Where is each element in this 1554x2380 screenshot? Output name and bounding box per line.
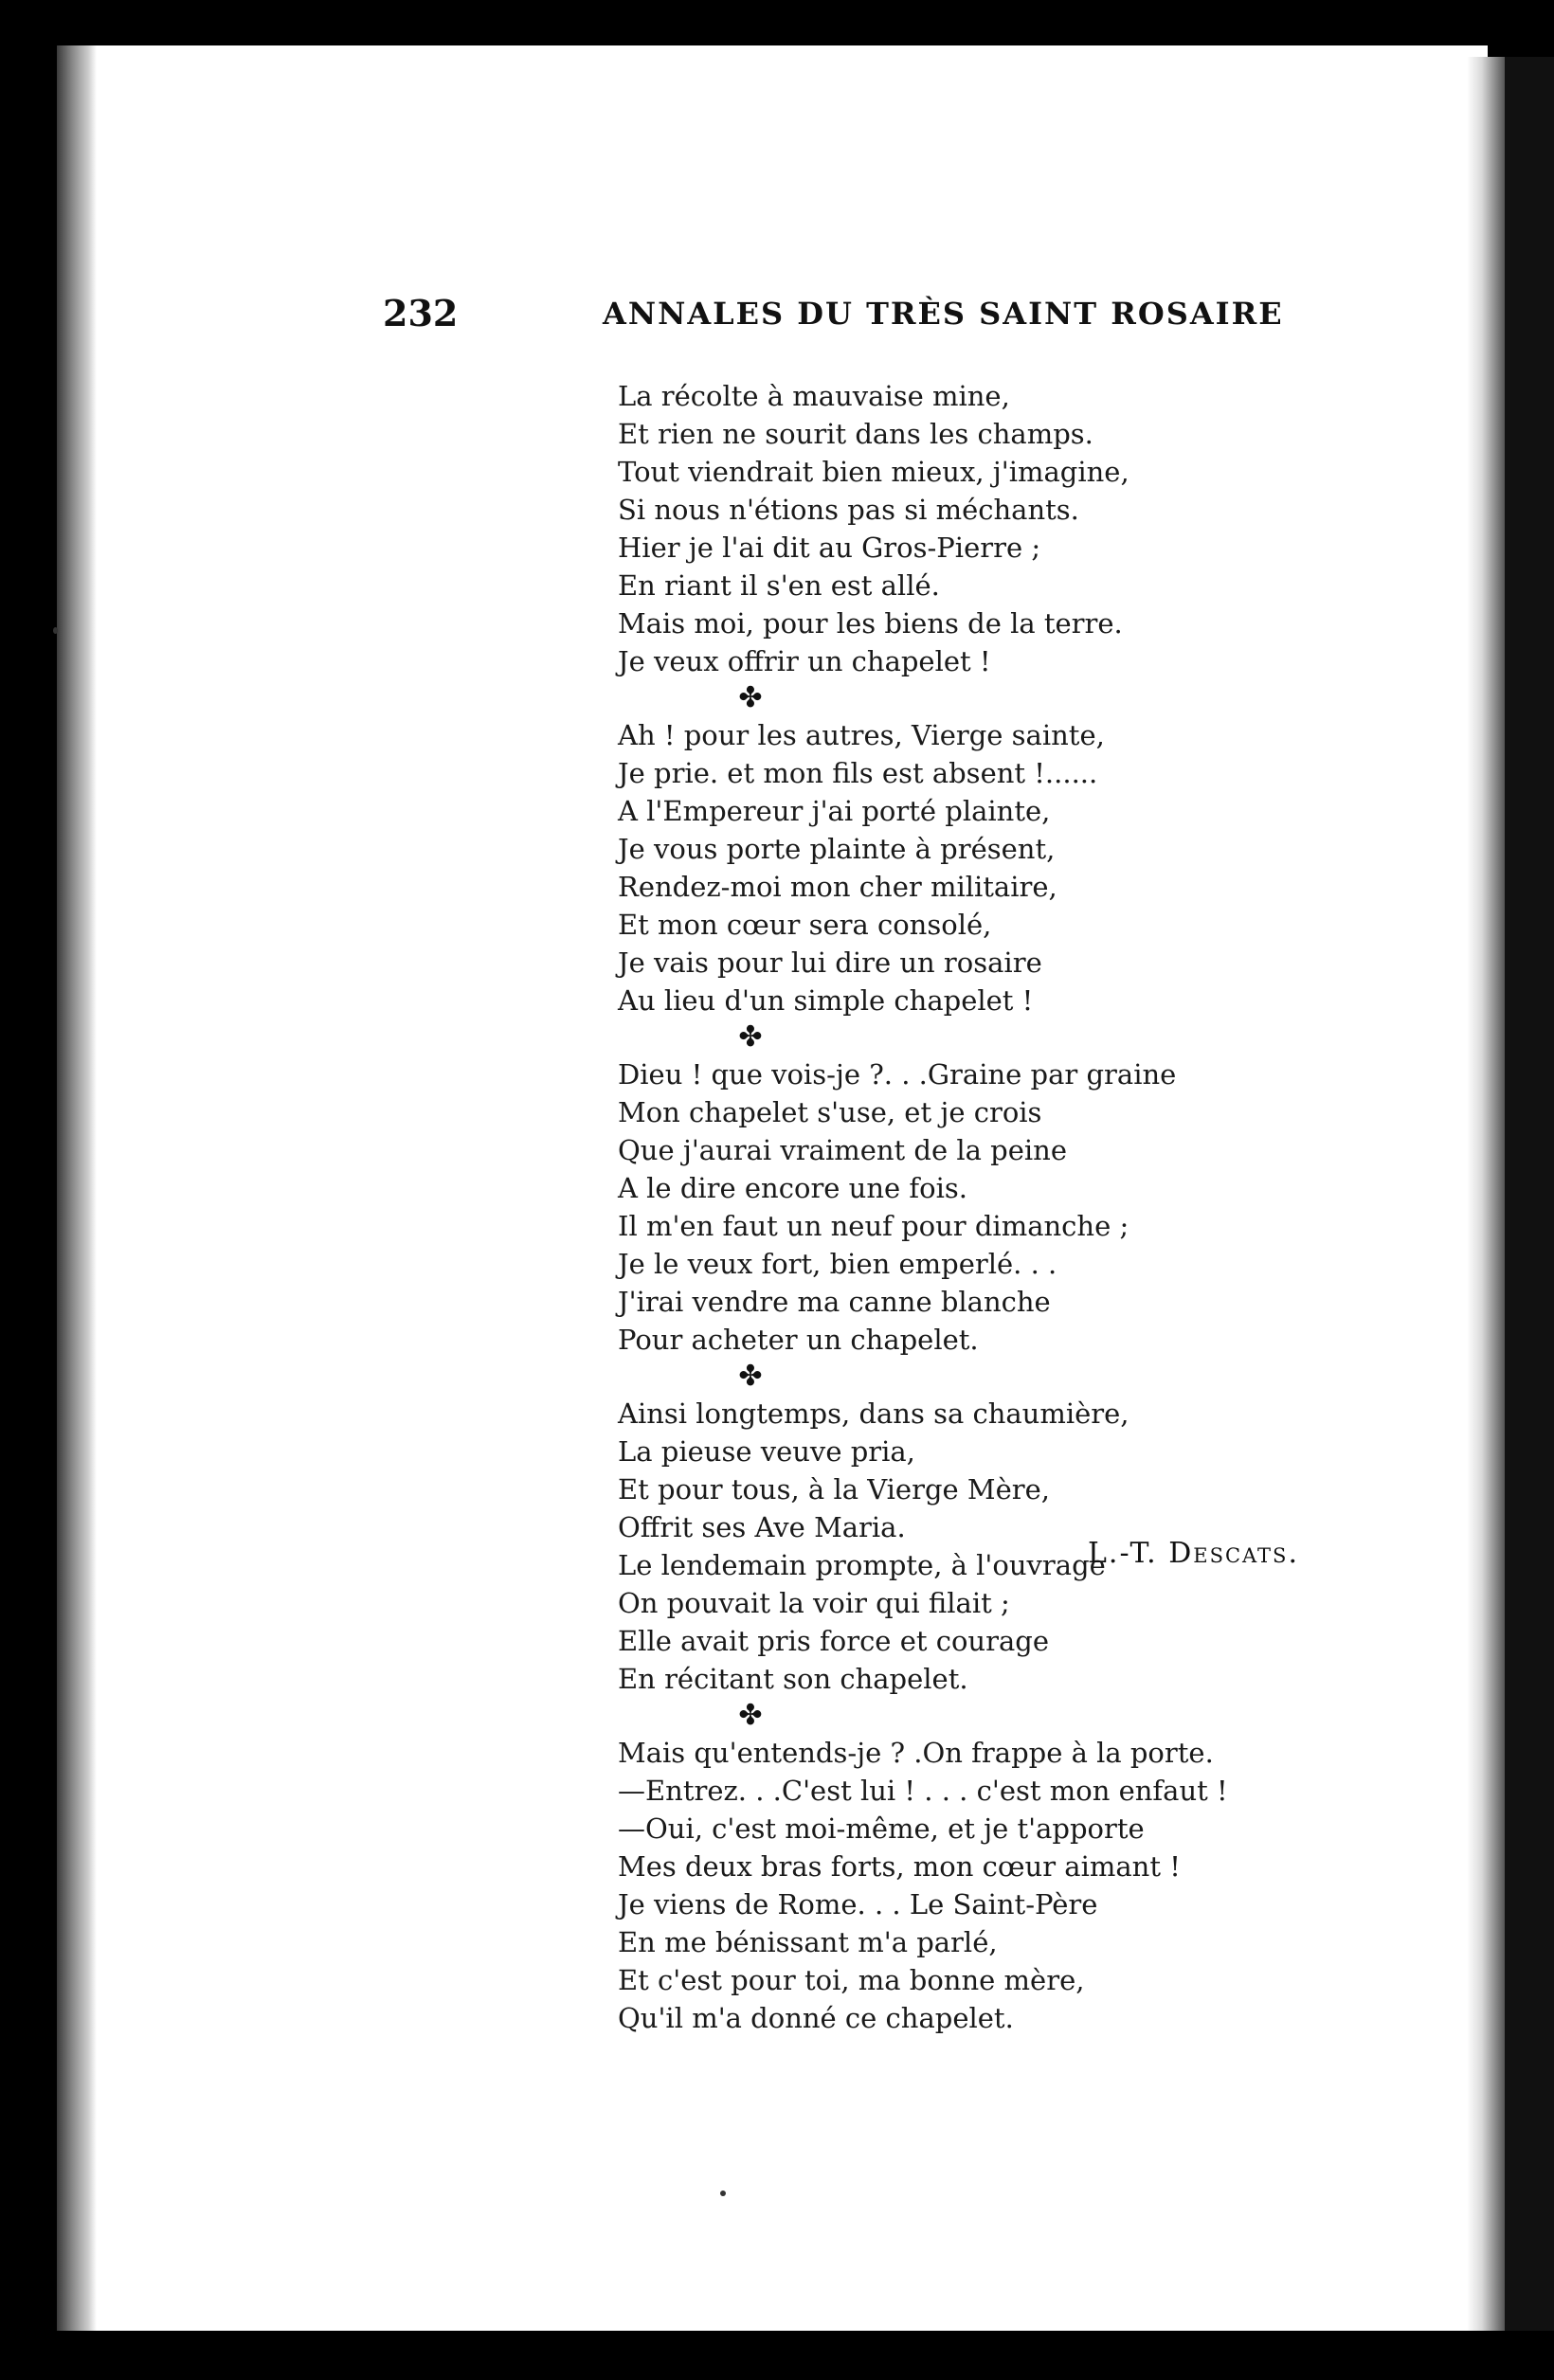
poem-line: Ainsi longtemps, dans sa chaumière,	[618, 1397, 1129, 1430]
running-title: ANNALES DU TRÈS SAINT ROSAIRE	[603, 296, 1284, 332]
poem-line: Si nous n'étions pas si méchants.	[618, 494, 1079, 526]
poem-line: En récitant son chapelet.	[618, 1663, 968, 1695]
poem-line: Il m'en faut un neuf pour dimanche ;	[618, 1210, 1129, 1242]
poem-line: Que j'aurai vraiment de la peine	[618, 1134, 1067, 1166]
scan-speck	[53, 627, 58, 634]
stanza-5	[618, 1734, 1338, 2037]
adjacent-page-edge	[1505, 57, 1554, 2331]
poem-line: Je prie. et mon fils est absent !......	[618, 757, 1098, 789]
poem-line: Et c'est pour toi, ma bonne mère,	[618, 1964, 1085, 1996]
poem-line: Je vous porte plainte à présent,	[618, 833, 1056, 865]
page-right-edge	[1467, 57, 1505, 2331]
poem-line: Mon chapelet s'use, et je crois	[618, 1096, 1042, 1128]
poem-line: Je veux offrir un chapelet !	[618, 645, 991, 677]
poem-line: Ah ! pour les autres, Vierge sainte,	[618, 719, 1105, 751]
poem	[618, 377, 1338, 2037]
poem-line: Tout viendrait bien mieux, j'imagine,	[618, 456, 1129, 488]
poem-line: Rendez-moi mon cher militaire,	[618, 871, 1057, 903]
fleuron-ornament-icon: ✤	[738, 681, 763, 714]
stanza-3	[618, 1055, 1338, 1359]
poem-line: Je le veux fort, bien emperlé. . .	[618, 1248, 1057, 1280]
page-gutter	[57, 45, 97, 2331]
poem-line: Le lendemain prompte, à l'ouvrage	[618, 1549, 1106, 1581]
stanza-1	[618, 377, 1338, 680]
page-number: 232	[383, 292, 459, 334]
poem-line: En me bénissant m'a parlé,	[618, 1926, 998, 1958]
poem-line: Elle avait pris force et courage	[618, 1625, 1049, 1657]
poem-line: La pieuse veuve pria,	[618, 1435, 915, 1468]
poem-line: Je viens de Rome. . . Le Saint-Père	[618, 1888, 1098, 1920]
poem-line: Hier je l'ai dit au Gros-Pierre ;	[618, 532, 1041, 564]
poem-line: Pour acheter un chapelet.	[618, 1324, 979, 1356]
poem-line: Mais qu'entends-je ? .On frappe à la porte.	[618, 1737, 1214, 1769]
poem-line: En riant il s'en est allé.	[618, 569, 940, 602]
fleuron-ornament-icon: ✤	[738, 1020, 763, 1054]
poem-line: Je vais pour lui dire un rosaire	[618, 947, 1042, 979]
author-signature: L.-T. Descats.	[1088, 1537, 1299, 1570]
poem-line: Dieu ! que vois-je ?. . .Graine par graine	[618, 1058, 1177, 1091]
poem-line: A l'Empereur j'ai porté plainte,	[618, 795, 1051, 827]
poem-line: Mes deux bras forts, mon cœur aimant !	[618, 1850, 1181, 1883]
scan-speck	[720, 2191, 726, 2196]
stanza-2	[618, 716, 1338, 1019]
poem-line: —Entrez. . .C'est lui ! . . . c'est mon enfaut !	[618, 1775, 1228, 1807]
poem-line: Et rien ne sourit dans les champs.	[618, 418, 1093, 450]
poem-line: La récolte à mauvaise mine,	[618, 380, 1010, 412]
poem-line: J'irai vendre ma canne blanche	[618, 1286, 1051, 1318]
poem-line: Offrit ses Ave Maria.	[618, 1511, 906, 1543]
page-header	[0, 292, 1554, 349]
fleuron-ornament-icon: ✤	[738, 1699, 763, 1732]
poem-line: Et mon cœur sera consolé,	[618, 909, 992, 941]
poem-line: On pouvait la voir qui filait ;	[618, 1587, 1010, 1619]
poem-line: Et pour tous, à la Vierge Mère,	[618, 1473, 1050, 1506]
poem-line: —Oui, c'est moi-même, et je t'apporte	[618, 1812, 1145, 1845]
poem-line: Qu'il m'a donné ce chapelet.	[618, 2002, 1014, 2034]
fleuron-ornament-icon: ✤	[738, 1360, 763, 1393]
poem-line: Mais moi, pour les biens de la terre.	[618, 607, 1123, 640]
poem-line: Au lieu d'un simple chapelet !	[618, 984, 1034, 1017]
poem-line: A le dire encore une fois.	[618, 1172, 967, 1204]
